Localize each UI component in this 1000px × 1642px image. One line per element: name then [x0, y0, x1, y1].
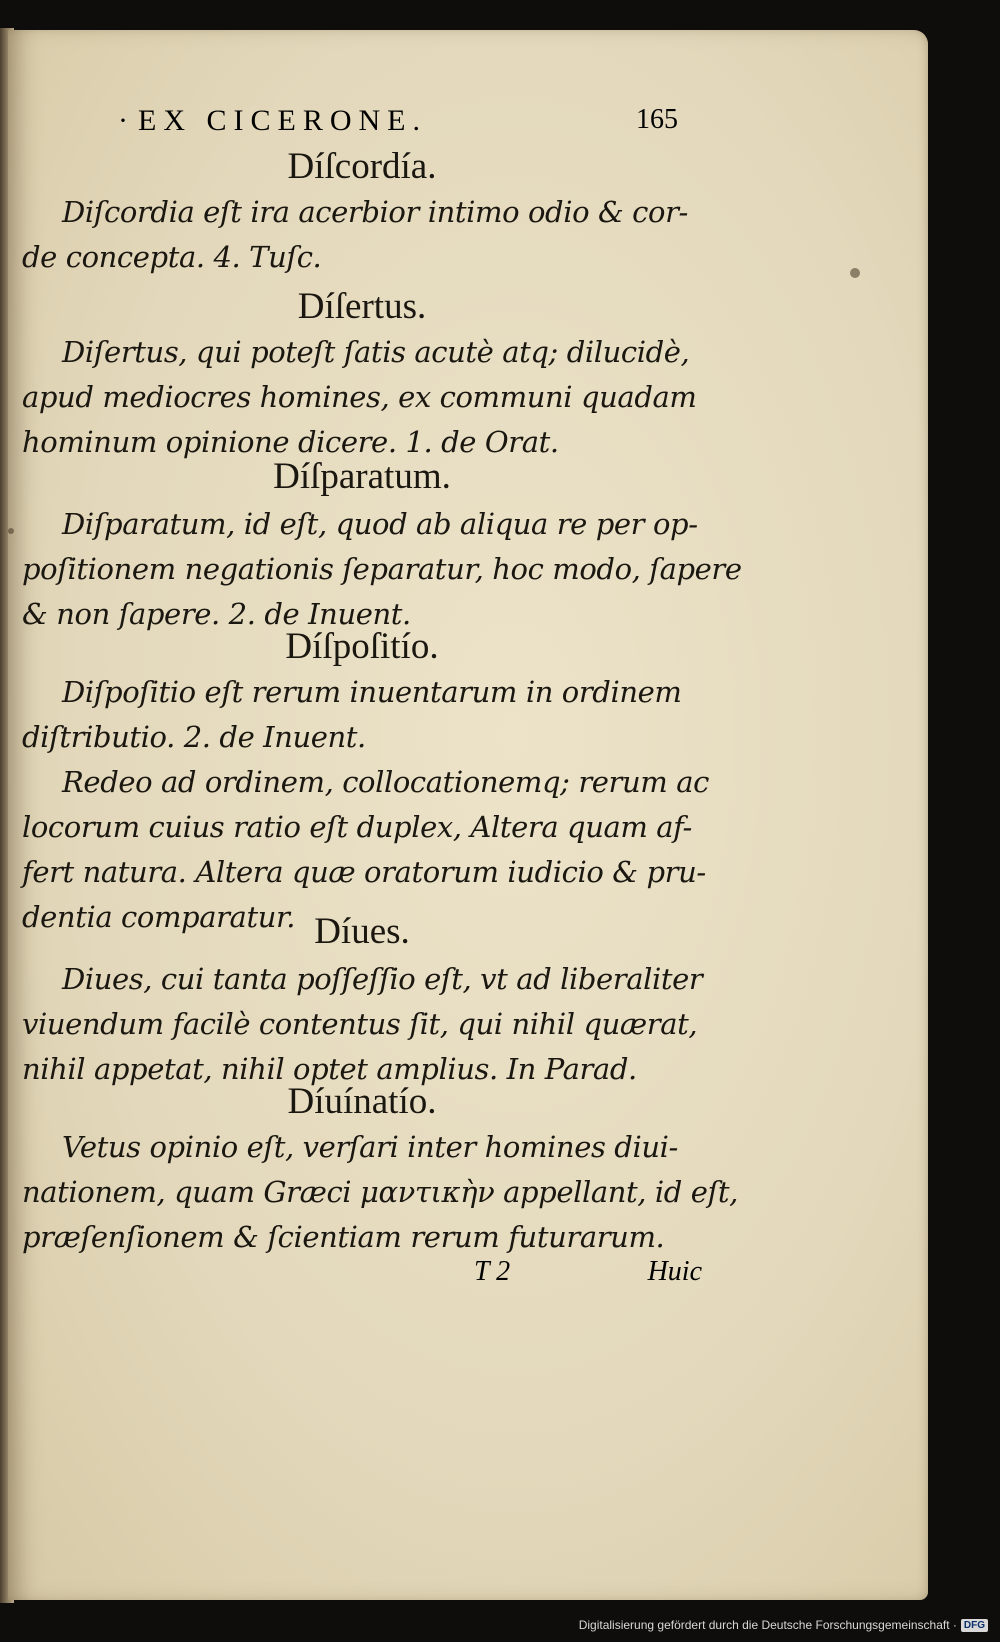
text-line: Redeo ad ordinem, collocationemq; rerum ac	[62, 765, 709, 799]
text-line: Diſertus, qui poteſt ſatis acutè atq; dilucidè,	[62, 335, 690, 369]
entry-text	[22, 1125, 732, 1170]
entry-text	[22, 715, 692, 760]
running-head-title: EX CICERONE.	[138, 104, 427, 137]
text-line: nihil appetat, nihil optet amplius. In Parad.	[22, 1052, 637, 1086]
footer-text: Digitalisierung gefördert durch die Deutsche Forschungsgemeinschaft ·	[578, 1618, 957, 1632]
entry-text	[22, 670, 732, 715]
entry-heading: Díues.	[314, 911, 410, 952]
entry-heading: Díſertus.	[297, 286, 427, 327]
catchword: Huic	[647, 1256, 702, 1287]
text-line: locorum cuius ratio eſt duplex, Altera quam af-	[22, 810, 692, 844]
text-line: de concepta. 4. Tuſc.	[22, 240, 322, 274]
text-line: fert natura. Altera quæ oratorum iudicio & pru-	[22, 855, 706, 889]
text-line: Diſcordia eſt ira acerbior intimo odio & cor-	[62, 195, 688, 229]
entry-heading: Díſcordía.	[287, 146, 437, 187]
entry-heading: Díuínatío.	[287, 1081, 437, 1122]
ink-blemish	[8, 528, 14, 534]
entry-text	[22, 760, 732, 805]
entry-text	[22, 190, 732, 235]
entry-text	[22, 1002, 698, 1092]
text-line: & non ſapere. 2. de Inuent.	[22, 597, 411, 631]
page-number: 165	[636, 104, 678, 135]
text-line: diſtributio. 2. de Inuent.	[22, 720, 366, 754]
text-line: Diſpoſitio eſt rerum inuentarum in ordinem	[62, 675, 682, 709]
dfg-logo: DFG	[961, 1619, 988, 1632]
entry-heading: Díſparatum.	[273, 456, 451, 497]
ink-blemish	[850, 268, 860, 278]
text-line: nationem, quam Græci μαντικὴν appellant, id eſt,	[22, 1175, 738, 1209]
entry-text	[22, 1170, 738, 1260]
running-head-dot: ·	[118, 104, 128, 137]
text-line: dentia comparatur.	[22, 900, 296, 934]
text-line: viuendum facilè contentus ſit, qui nihil quærat,	[22, 1007, 698, 1041]
entry-text	[22, 502, 732, 547]
text-line: præſenſionem & ſcientiam rerum futurarum.	[22, 1220, 665, 1254]
signature-mark: T 2	[474, 1256, 511, 1287]
text-line: hominum opinione dicere. 1. de Orat.	[22, 425, 559, 459]
text-line: Vetus opinio eſt, verſari inter homines diui-	[62, 1130, 678, 1164]
entry-heading: Díſpoſitío.	[285, 626, 439, 667]
running-head	[118, 104, 678, 144]
digitization-footer	[579, 1614, 988, 1636]
text-line: apud mediocres homines, ex communi quadam	[22, 380, 697, 414]
text-line: Diues, cui tanta poſſeſſio eſt, vt ad liberaliter	[62, 962, 703, 996]
entry-text	[22, 375, 697, 465]
entry-text	[22, 957, 732, 1002]
text-line: poſitionem negationis ſeparatur, hoc modo, ſapere	[22, 552, 742, 586]
entry-text	[22, 330, 732, 375]
text-line: Diſparatum, id eſt, quod ab aliqua re per op-	[62, 507, 698, 541]
catchline	[22, 1256, 702, 1296]
entry-text	[22, 235, 692, 280]
entry-text	[22, 547, 742, 637]
